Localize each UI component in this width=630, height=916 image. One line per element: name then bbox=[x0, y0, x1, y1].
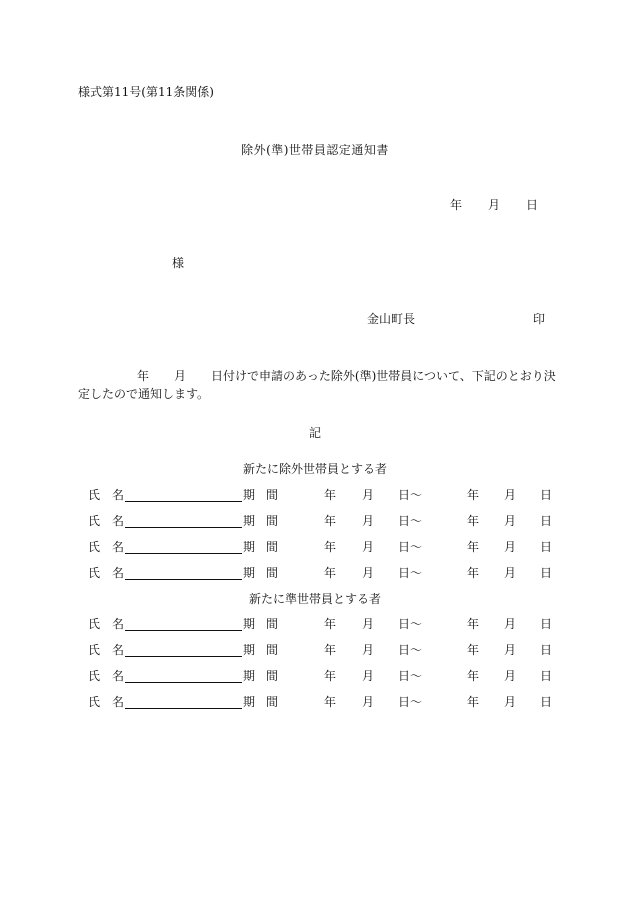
row-y2-label: 年 bbox=[467, 643, 480, 657]
row-y1-label: 年 bbox=[324, 669, 337, 683]
body-year: 年 bbox=[137, 369, 150, 383]
row-m2-label: 月 bbox=[504, 643, 517, 657]
row-mei-label: 名 bbox=[112, 488, 125, 502]
section-heading: 新たに除外世帯員とする者 bbox=[242, 462, 387, 476]
name-blank-line[interactable] bbox=[125, 501, 242, 502]
row-y2-label: 年 bbox=[467, 695, 480, 709]
row-mei-label: 名 bbox=[112, 669, 125, 683]
header-date-year: 年 bbox=[450, 198, 463, 212]
row-kan-label: 間 bbox=[266, 669, 279, 683]
body-line-1 bbox=[137, 368, 556, 384]
row-m2-label: 月 bbox=[504, 669, 517, 683]
header-date-day: 日 bbox=[526, 198, 539, 212]
row-y2-label: 年 bbox=[467, 617, 480, 631]
row-shi-label: 氏 bbox=[88, 540, 101, 554]
row-mei-label: 名 bbox=[112, 617, 125, 631]
row-m1-label: 月 bbox=[362, 488, 375, 502]
row-shi-label: 氏 bbox=[88, 617, 101, 631]
row-y1-label: 年 bbox=[324, 617, 337, 631]
row-m1-label: 月 bbox=[362, 514, 375, 528]
row-shi-label: 氏 bbox=[88, 643, 101, 657]
row-y2-label: 年 bbox=[467, 514, 480, 528]
row-kan-label: 間 bbox=[266, 488, 279, 502]
row-d1-label: 日〜 bbox=[398, 540, 423, 554]
row-ki-label: 期 bbox=[243, 514, 256, 528]
row-m1-label: 月 bbox=[362, 617, 375, 631]
row-m2-label: 月 bbox=[504, 566, 517, 580]
row-y1-label: 年 bbox=[324, 488, 337, 502]
row-y1-label: 年 bbox=[324, 643, 337, 657]
body-line-1-text: 日付けで申請のあった除外(準)世帯員について、下記のとおり決 bbox=[211, 369, 556, 383]
member-row bbox=[88, 539, 558, 555]
row-kan-label: 間 bbox=[266, 514, 279, 528]
row-shi-label: 氏 bbox=[88, 514, 101, 528]
row-y2-label: 年 bbox=[467, 669, 480, 683]
row-y1-label: 年 bbox=[324, 514, 337, 528]
row-mei-label: 名 bbox=[112, 540, 125, 554]
header-date bbox=[450, 197, 538, 213]
row-y2-label: 年 bbox=[467, 488, 480, 502]
row-d1-label: 日〜 bbox=[398, 643, 423, 657]
body-line-2: 定したので通知します。 bbox=[78, 387, 210, 401]
row-ki-label: 期 bbox=[243, 566, 256, 580]
member-row bbox=[88, 616, 558, 632]
row-d1-label: 日〜 bbox=[398, 514, 423, 528]
row-y2-label: 年 bbox=[467, 566, 480, 580]
row-ki-label: 期 bbox=[243, 643, 256, 657]
row-d1-label: 日〜 bbox=[398, 669, 423, 683]
member-row bbox=[88, 694, 558, 710]
row-m1-label: 月 bbox=[362, 643, 375, 657]
row-m2-label: 月 bbox=[504, 514, 517, 528]
row-m1-label: 月 bbox=[362, 540, 375, 554]
row-ki-label: 期 bbox=[243, 488, 256, 502]
row-shi-label: 氏 bbox=[88, 488, 101, 502]
form-number: 様式第11号(第11条関係) bbox=[78, 85, 214, 99]
row-d2-label: 日 bbox=[540, 695, 553, 709]
issuer-name: 金山町長 bbox=[367, 312, 416, 326]
section-heading: 新たに準世帯員とする者 bbox=[248, 592, 381, 606]
row-m1-label: 月 bbox=[362, 669, 375, 683]
name-blank-line[interactable] bbox=[125, 682, 242, 683]
row-d2-label: 日 bbox=[540, 566, 553, 580]
row-mei-label: 名 bbox=[112, 643, 125, 657]
member-row bbox=[88, 487, 558, 503]
row-m2-label: 月 bbox=[504, 617, 517, 631]
row-d1-label: 日〜 bbox=[398, 617, 423, 631]
row-shi-label: 氏 bbox=[88, 669, 101, 683]
row-d2-label: 日 bbox=[540, 669, 553, 683]
row-ki-label: 期 bbox=[243, 540, 256, 554]
row-d1-label: 日〜 bbox=[398, 566, 423, 580]
name-blank-line[interactable] bbox=[125, 656, 242, 657]
row-mei-label: 名 bbox=[112, 566, 125, 580]
row-kan-label: 間 bbox=[266, 617, 279, 631]
row-m1-label: 月 bbox=[362, 695, 375, 709]
member-row bbox=[88, 513, 558, 529]
row-d2-label: 日 bbox=[540, 540, 553, 554]
row-kan-label: 間 bbox=[266, 540, 279, 554]
row-kan-label: 間 bbox=[266, 566, 279, 580]
row-shi-label: 氏 bbox=[88, 566, 101, 580]
row-d2-label: 日 bbox=[540, 643, 553, 657]
seal-mark: 印 bbox=[533, 312, 546, 326]
row-ki-label: 期 bbox=[243, 617, 256, 631]
member-row bbox=[88, 668, 558, 684]
body-month: 月 bbox=[174, 369, 187, 383]
name-blank-line[interactable] bbox=[125, 630, 242, 631]
name-blank-line[interactable] bbox=[125, 527, 242, 528]
row-kan-label: 間 bbox=[266, 695, 279, 709]
row-ki-label: 期 bbox=[243, 695, 256, 709]
name-blank-line[interactable] bbox=[125, 553, 242, 554]
recipient-suffix: 様 bbox=[172, 256, 185, 270]
row-d2-label: 日 bbox=[540, 488, 553, 502]
row-m2-label: 月 bbox=[504, 488, 517, 502]
row-mei-label: 名 bbox=[112, 514, 125, 528]
row-d1-label: 日〜 bbox=[398, 488, 423, 502]
name-blank-line[interactable] bbox=[125, 579, 242, 580]
ki-heading: 記 bbox=[308, 426, 321, 440]
name-blank-line[interactable] bbox=[125, 708, 242, 709]
row-m2-label: 月 bbox=[504, 695, 517, 709]
row-y2-label: 年 bbox=[467, 540, 480, 554]
row-d1-label: 日〜 bbox=[398, 695, 423, 709]
row-m1-label: 月 bbox=[362, 566, 375, 580]
row-d2-label: 日 bbox=[540, 617, 553, 631]
member-row bbox=[88, 642, 558, 658]
member-row bbox=[88, 565, 558, 581]
row-ki-label: 期 bbox=[243, 669, 256, 683]
row-y1-label: 年 bbox=[324, 695, 337, 709]
row-y1-label: 年 bbox=[324, 540, 337, 554]
row-y1-label: 年 bbox=[324, 566, 337, 580]
header-date-month: 月 bbox=[488, 198, 501, 212]
row-m2-label: 月 bbox=[504, 540, 517, 554]
document-title: 除外(準)世帯員認定通知書 bbox=[241, 143, 389, 157]
row-shi-label: 氏 bbox=[88, 695, 101, 709]
row-d2-label: 日 bbox=[540, 514, 553, 528]
row-mei-label: 名 bbox=[112, 695, 125, 709]
row-kan-label: 間 bbox=[266, 643, 279, 657]
